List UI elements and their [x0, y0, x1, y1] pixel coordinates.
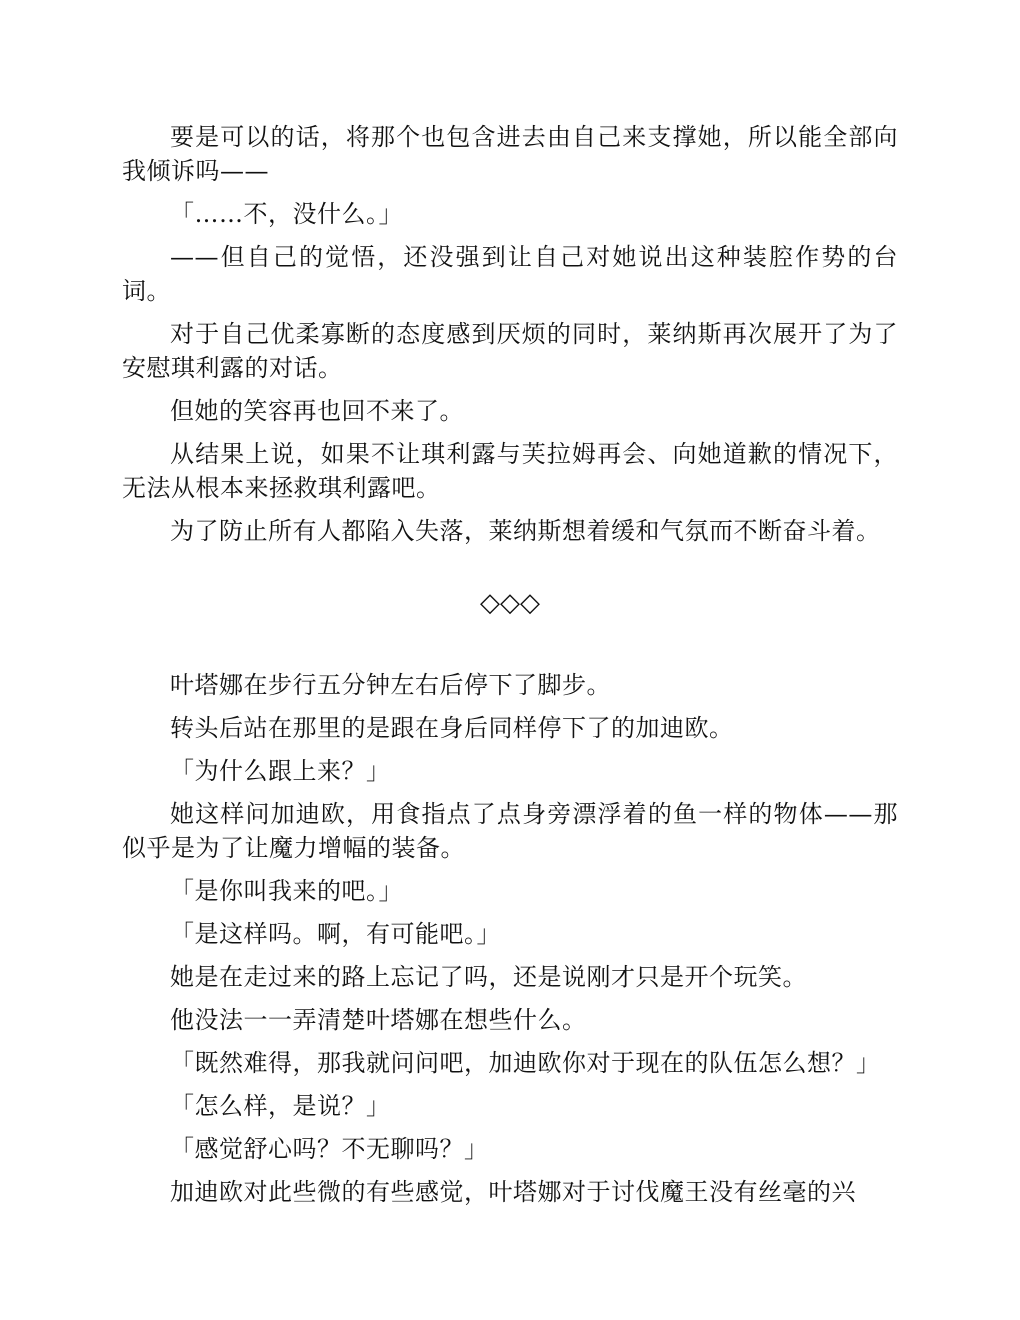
dialogue-line: 「为什么跟上来？」 — [170, 757, 391, 785]
dialogue-line: 「……不，没什么。」 — [170, 200, 403, 228]
paragraph: 她这样问加迪欧，用食指点了点身旁漂浮着的鱼一样的物体——那似乎是为了让魔力增幅的装备。 — [122, 800, 898, 862]
paragraph: 但她的笑容再也回不来了。 — [170, 397, 464, 425]
paragraph: ——但自己的觉悟，还没强到让自己对她说出这种装腔作势的台词。 — [122, 243, 898, 305]
section-1-text — [122, 120, 898, 557]
paragraph: 加迪欧对此些微的有些感觉，叶塔娜对于讨伐魔王没有丝毫的兴 — [170, 1178, 856, 1206]
dialogue-line: 「既然难得，那我就问问吧，加迪欧你对于现在的队伍怎么想？」 — [170, 1049, 881, 1077]
paragraph: 他没法一一弄清楚叶塔娜在想些什么。 — [170, 1006, 587, 1034]
paragraph: 对于自己优柔寡断的态度感到厌烦的同时，莱纳斯再次展开了为了安慰琪利露的对话。 — [122, 320, 898, 382]
paragraph: 为了防止所有人都陷入失落，莱纳斯想着缓和气氛而不断奋斗着。 — [170, 517, 881, 545]
paragraph: 转头后站在那里的是跟在身后同样停下了的加迪欧。 — [170, 714, 734, 742]
dialogue-line: 「感觉舒心吗？不无聊吗？」 — [170, 1135, 489, 1163]
paragraph: 叶塔娜在步行五分钟左右后停下了脚步。 — [170, 671, 611, 699]
dialogue-line: 「是你叫我来的吧。」 — [170, 877, 403, 905]
section-2-text — [122, 668, 898, 1218]
dialogue-line: 「是这样吗。啊，有可能吧。」 — [170, 920, 501, 948]
paragraph: 她是在走过来的路上忘记了吗，还是说刚才只是开个玩笑。 — [170, 963, 807, 991]
paragraph: 要是可以的话，将那个也包含进去由自己来支撑她，所以能全部向我倾诉吗—— — [122, 123, 898, 185]
scene-separator: ◇◇◇ — [480, 588, 540, 618]
paragraph: 从结果上说，如果不让琪利露与芙拉姆再会、向她道歉的情况下，无法从根本来拯救琪利露吧。 — [122, 440, 898, 502]
dialogue-line: 「怎么样，是说？」 — [170, 1092, 391, 1120]
